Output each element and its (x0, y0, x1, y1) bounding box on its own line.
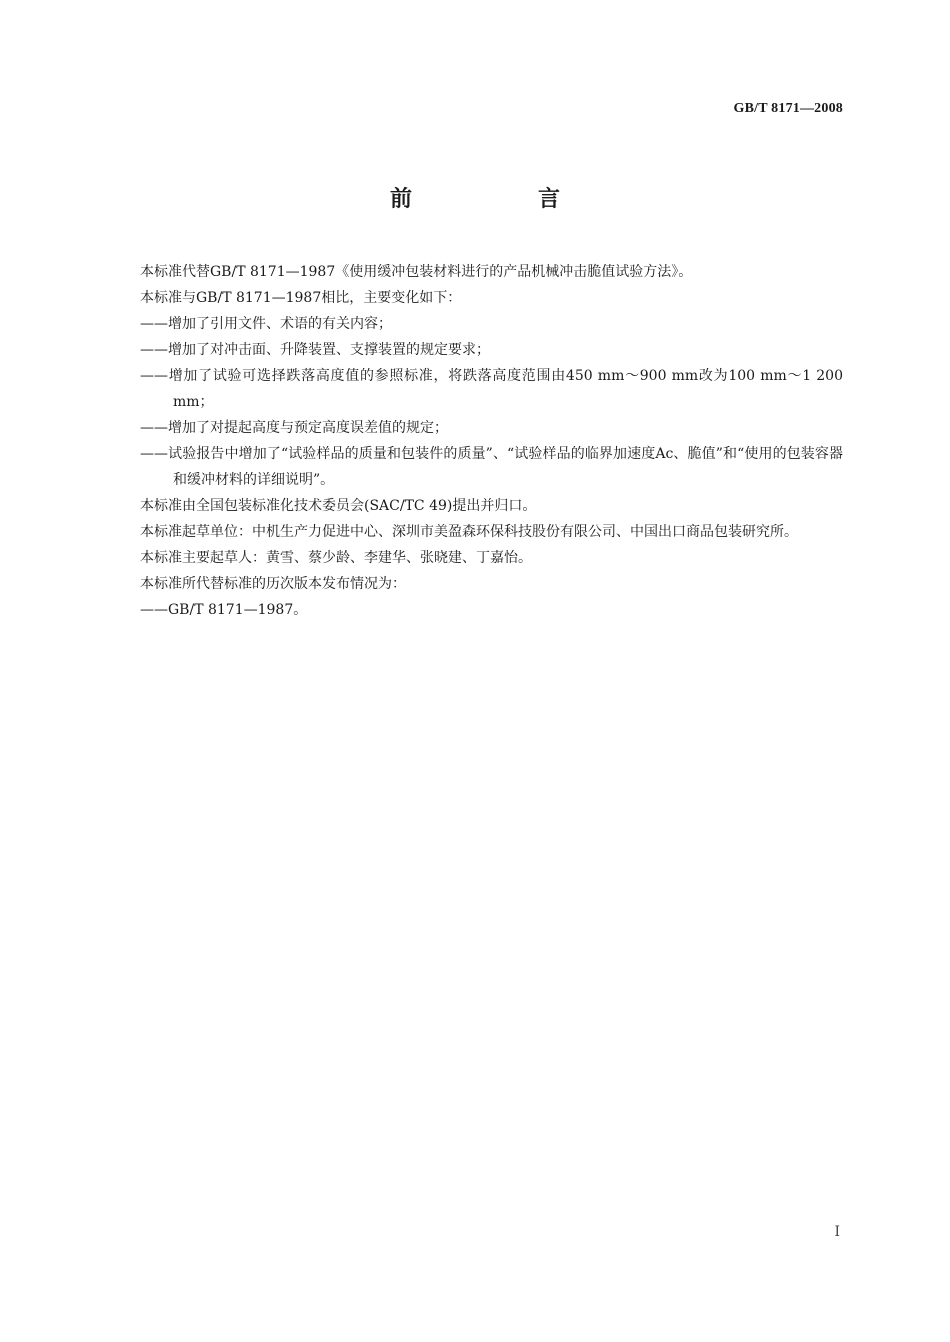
paragraph-drafting-units: 本标准起草单位：中机生产力促进中心、深圳市美盈森环保科技股份有限公司、中国出口商品包装研究所。 (140, 524, 798, 540)
page-title: 前 言 (389, 187, 612, 212)
paragraph-drafters: 本标准主要起草人：黄雪、蔡少龄、李建华、张晓建、丁嘉怡。 (140, 550, 532, 566)
paragraph-changes-intro: 本标准与GB/T 8171—1987相比，主要变化如下： (140, 290, 462, 306)
change-item: ——增加了对提起高度与预定高度误差值的规定； (140, 420, 448, 436)
paragraph-history-intro: 本标准所代替标准的历次版本发布情况为： (140, 576, 406, 592)
foreword-body (107, 259, 843, 623)
standard-code: GB/T 8171—2008 (733, 101, 843, 116)
change-item: ——增加了试验可选择跌落高度值的参照标准，将跌落高度范围由450 mm～900 mm改为100 mm～1 200 mm； (140, 368, 843, 410)
change-item: ——试验报告中增加了“试验样品的质量和包装件的质量”、“试验样品的临界加速度Ac、脆值”和“使用的包装容器和缓冲材料的详细说明”。 (140, 446, 843, 488)
paragraph-proposed-by: 本标准由全国包装标准化技术委员会(SAC/TC 49)提出并归口。 (140, 498, 537, 514)
change-item: ——增加了引用文件、术语的有关内容； (140, 316, 392, 332)
change-item: ——增加了对冲击面、升降装置、支撑装置的规定要求； (140, 342, 490, 358)
page-number: I (834, 1224, 840, 1240)
paragraph-replaces: 本标准代替GB/T 8171—1987《使用缓冲包装材料进行的产品机械冲击脆值试验方法》。 (140, 264, 693, 280)
paragraph-history-item: ——GB/T 8171—1987。 (140, 602, 308, 618)
